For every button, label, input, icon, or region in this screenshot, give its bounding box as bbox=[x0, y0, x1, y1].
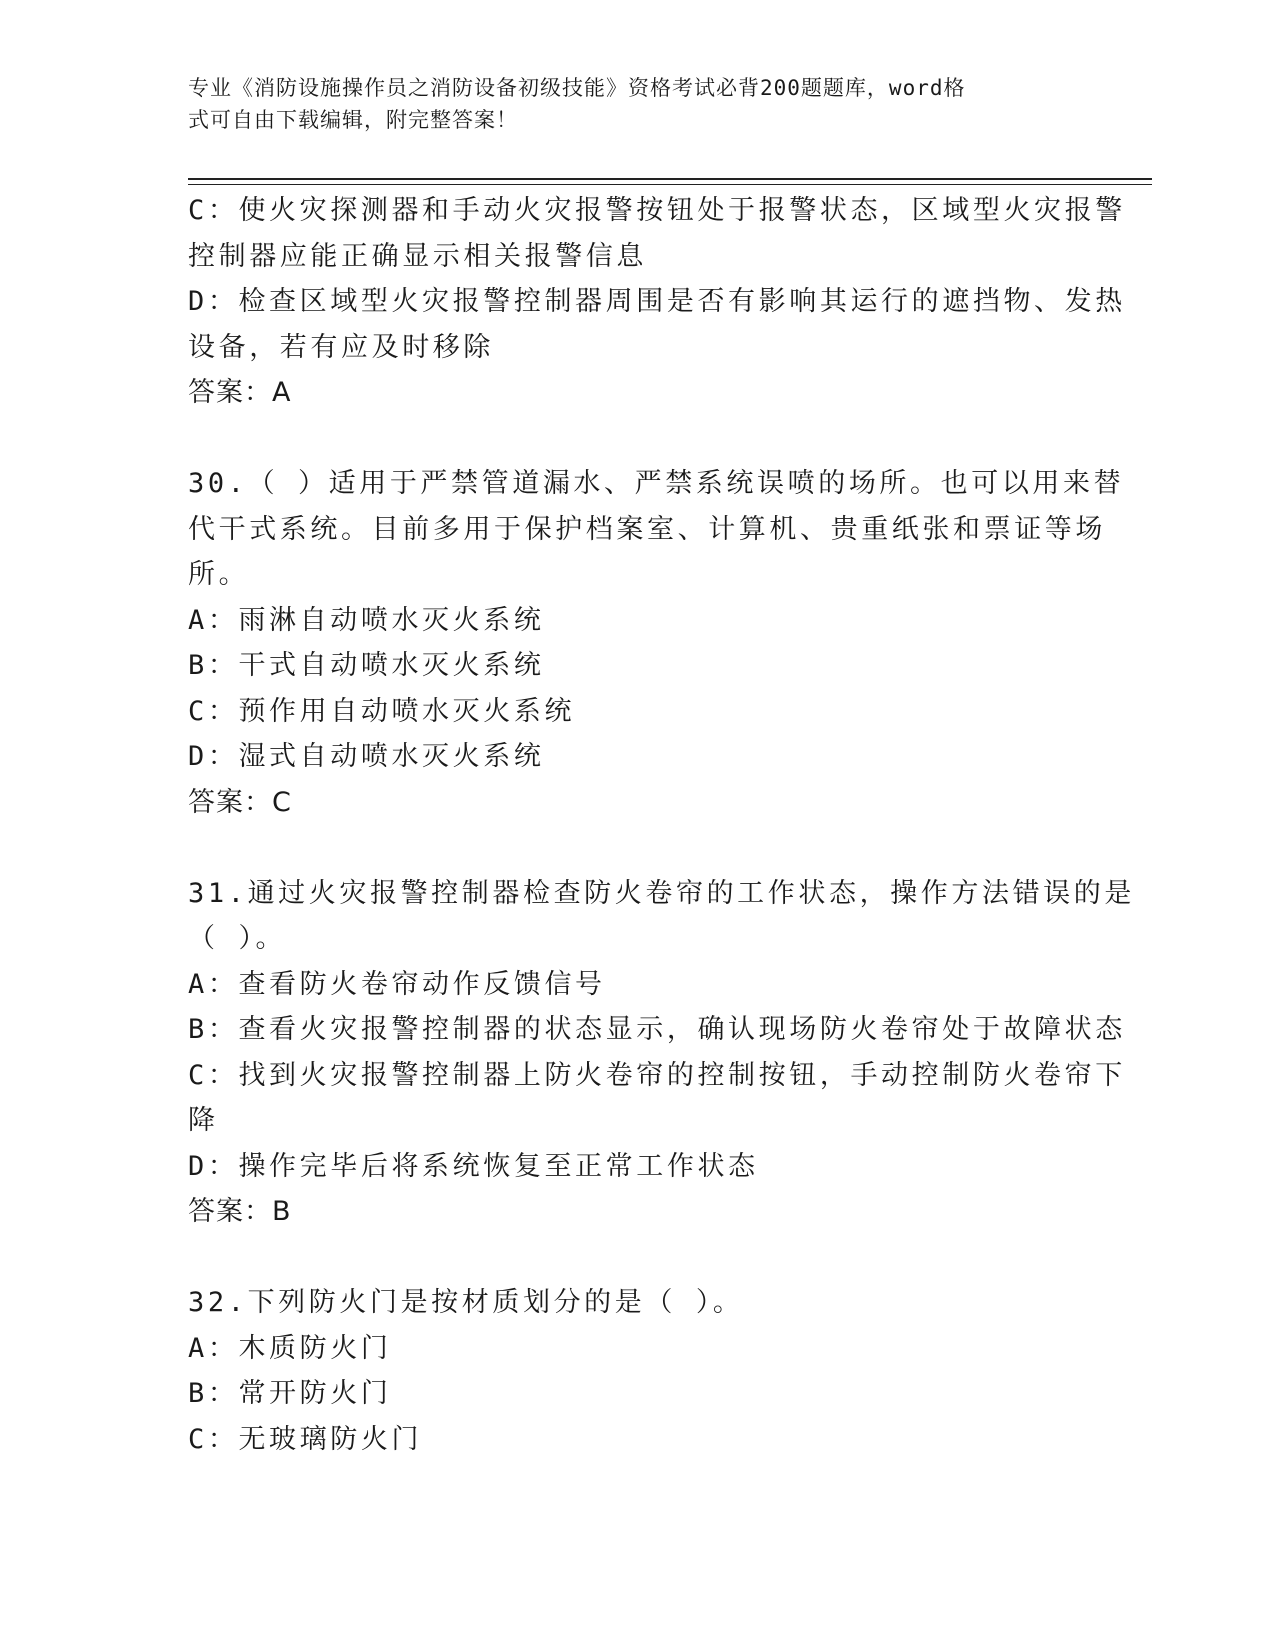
q30-option-d: D：湿式自动喷水灭火系统 bbox=[188, 741, 545, 772]
q29-option-c-line-1: C：使火灾探测器和手动火灾报警按钮处于报警状态，区域型火灾报警 bbox=[188, 195, 1126, 226]
q32-stem: 32.下列防火门是按材质划分的是（ ）。 bbox=[188, 1287, 744, 1318]
q29-option-c-line-2: 控制器应能正确显示相关报警信息 bbox=[188, 240, 647, 272]
q31-option-a: A：查看防火卷帘动作反馈信号 bbox=[188, 968, 606, 1000]
q31-option-d: D：操作完毕后将系统恢复至正常工作状态 bbox=[188, 1150, 759, 1182]
question-29-tail bbox=[188, 188, 1126, 416]
q30-option-b: B：干式自动喷水灭火系统 bbox=[188, 650, 545, 681]
header-rule-thick bbox=[188, 178, 1152, 180]
q30-stem-line-1: 30.（ ）适用于严禁管道漏水、严禁系统误喷的场所。也可以用来替 bbox=[188, 468, 1125, 499]
question-content bbox=[188, 188, 1135, 1462]
q30-stem-line-2: 代干式系统。目前多用于保护档案室、计算机、贵重纸张和票证等场 bbox=[188, 513, 1106, 545]
q30-option-c: C：预作用自动喷水灭火系统 bbox=[188, 695, 576, 727]
q30-option-a: A：雨淋自动喷水灭火系统 bbox=[188, 604, 545, 636]
q31-option-c-line-1: C：找到火灾报警控制器上防火卷帘的控制按钮，手动控制防火卷帘下 bbox=[188, 1059, 1126, 1091]
document-header bbox=[188, 72, 1068, 136]
question-30 bbox=[188, 461, 1125, 825]
spacer bbox=[188, 1235, 1088, 1281]
q31-option-c-line-2: 降 bbox=[188, 1105, 219, 1136]
q32-option-c: C：无玻璃防火门 bbox=[188, 1423, 423, 1455]
question-31 bbox=[188, 871, 1135, 1235]
q30-stem-line-3: 所。 bbox=[188, 559, 250, 590]
q32-option-a: A：木质防火门 bbox=[188, 1332, 392, 1364]
q31-stem-line-2: （ ）。 bbox=[188, 923, 287, 954]
spacer bbox=[188, 825, 1088, 871]
q32-option-b: B：常开防火门 bbox=[188, 1378, 392, 1409]
q29-option-d-line-2: 设备，若有应及时移除 bbox=[188, 331, 494, 363]
header-rule-thin bbox=[188, 184, 1152, 185]
spacer bbox=[188, 416, 1088, 462]
q29-answer: 答案：A bbox=[188, 377, 292, 408]
q31-answer: 答案：B bbox=[188, 1196, 292, 1227]
q29-option-d-line-1: D：检查区域型火灾报警控制器周围是否有影响其运行的遮挡物、发热 bbox=[188, 286, 1126, 317]
q31-option-b: B：查看火灾报警控制器的状态显示，确认现场防火卷帘处于故障状态 bbox=[188, 1014, 1126, 1045]
q30-answer: 答案：C bbox=[188, 786, 292, 818]
header-line-2: 式可自由下载编辑，附完整答案！ bbox=[188, 108, 518, 132]
q31-stem-line-1: 31.通过火灾报警控制器检查防火卷帘的工作状态，操作方法错误的是 bbox=[188, 877, 1135, 909]
question-32 bbox=[188, 1280, 1088, 1462]
header-line-1: 专业《消防设施操作员之消防设备初级技能》资格考试必背200题题库，word格 bbox=[188, 76, 966, 100]
